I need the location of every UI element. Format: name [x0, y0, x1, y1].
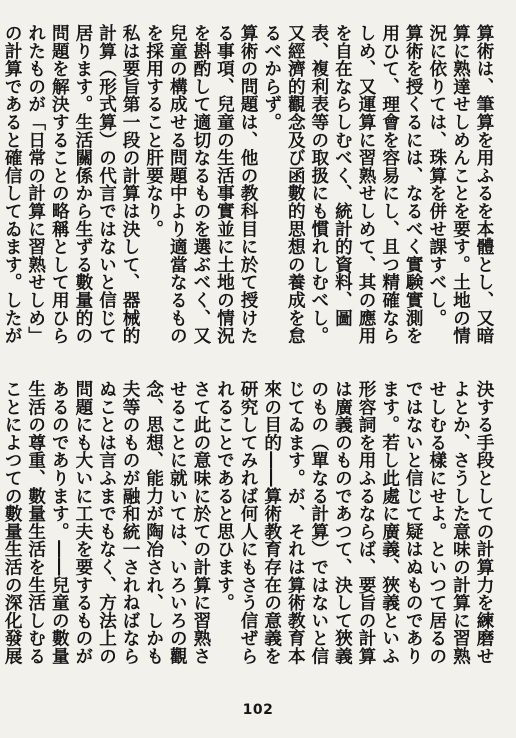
paragraph: 算術は、筆算を用ふるを本體とし、又暗算に熟達せしめんことを要す。土地の情況に依りては、珠算を併せ課すべし。: [426, 24, 495, 345]
paragraph: 算術を授くるには、なるべく實験實測を用ひて、理會を容易にし、且つ精確ならしめ、又運算に習熟せしめて、其の應用を自在ならしむべく、統計的資料、圖表、複利表等の取扱にも慣れしむべし。又經濟的觀念及び函數的思想の養成を怠るべからず。: [261, 24, 425, 345]
page-number: 102: [242, 702, 274, 718]
paragraph: さて此の意味に於ての計算に習熟させることに就いては、いろいろの觀念、思想、能力が陶冶され、しかも夫等のものが融和統一されねばならぬことは言ふまでもなく、方法上の問題にも大いに工夫を要するものがあるのであります。――兒童の數量生活の尊重、數量生活を生活しむることによつての數量生活の深化發展: [2, 380, 212, 665]
upper-text-block: [2, 24, 496, 354]
paragraph: 算術の問題は、他の教科目に於て授けたる事項、兒童の生活事實並に土地の情況を斟酌して適切なるものを選ぶべく、又兒童の構成せる問題中より適當なるものを採用すること肝要なり。: [143, 24, 260, 345]
paragraph: 決する手段としての計算力を練磨せよとか、さうした意味の計算に習熟せしむる樣にせよ。といつて居るのではないと信じて疑はぬものであります。若し此處に廣義、狹義といふ形容詞を用ふるならば、要旨の計算は廣義のものであつて、決して狹義のもの（單なる計算）ではないと信じてゐます。が、それは算術教育本來の目的――算術教育存在の意義を研究してみれば何人にもさう信ぜられることであると思ひます。: [214, 380, 495, 665]
paragraph: 私は要旨第一段の計算は決して、器械的計算（形式算）の代言ではないと信じて居ります。生活關係から生ずる數量的の問題を解決することの略稱として用ひられたものが「日常の計算に習熟せしめ」の計算であると確信してゐます。したが: [2, 24, 142, 345]
lower-text-block: [2, 380, 496, 680]
